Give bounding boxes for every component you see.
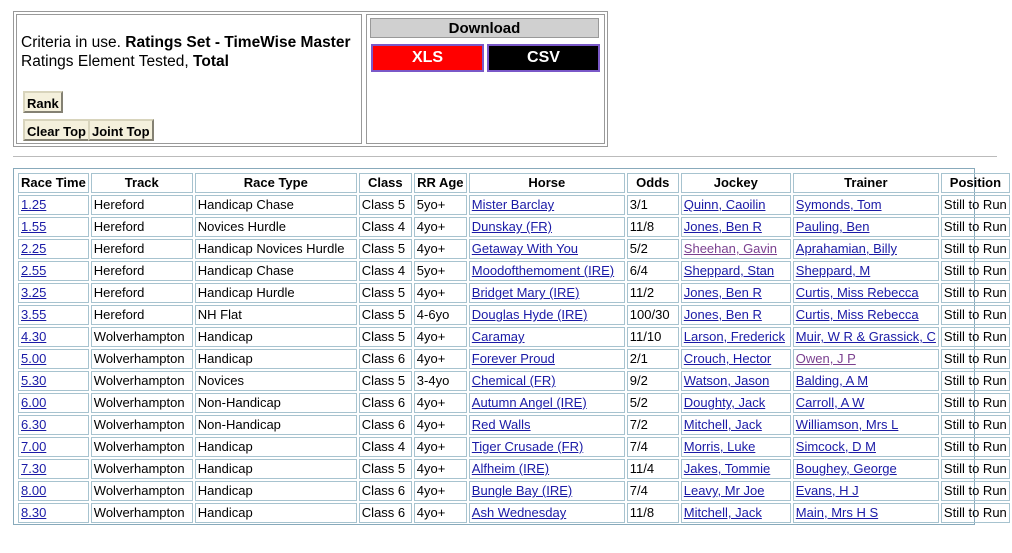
cell-position: Still to Run — [941, 371, 1010, 391]
cell-horse — [469, 371, 625, 391]
cell-jockey — [681, 371, 791, 391]
cell-race-type: Handicap Chase — [195, 195, 357, 215]
cell-odds: 7/4 — [627, 437, 679, 457]
element-prefix: Ratings Element Tested, — [21, 53, 189, 70]
cell-rr-age: 4yo+ — [414, 415, 467, 435]
cell-position: Still to Run — [941, 217, 1010, 237]
cell-trainer — [793, 349, 939, 369]
cell-race-time — [18, 437, 89, 457]
cell-position: Still to Run — [941, 261, 1010, 281]
cell-race-time — [18, 459, 89, 479]
cell-trainer — [793, 459, 939, 479]
jockey-link[interactable]: Mitchell, Jack — [683, 505, 762, 520]
cell-jockey — [681, 459, 791, 479]
horse-link[interactable]: Dunskay (FR) — [471, 219, 552, 234]
column-header-class: Class — [359, 173, 412, 193]
joint-top-button[interactable]: Joint Top — [88, 119, 154, 141]
table-row — [18, 327, 1010, 347]
cell-rr-age: 4yo+ — [414, 283, 467, 303]
cell-rr-age: 4yo+ — [414, 349, 467, 369]
cell-race-time — [18, 217, 89, 237]
cell-race-time — [18, 349, 89, 369]
cell-odds: 11/4 — [627, 459, 679, 479]
cell-odds: 3/1 — [627, 195, 679, 215]
rank-button[interactable]: Rank — [23, 91, 63, 113]
clear-top-button[interactable]: Clear Top — [23, 119, 90, 141]
ratings-set-label: Ratings Set - TimeWise Master — [125, 34, 351, 51]
cell-class: Class 6 — [359, 415, 412, 435]
cell-jockey — [681, 327, 791, 347]
trainer-link[interactable]: Curtis, Miss Rebecca — [795, 307, 919, 322]
race-time-link[interactable]: 8.00 — [21, 483, 47, 498]
cell-rr-age: 5yo+ — [414, 261, 467, 281]
trainer-link[interactable]: Boughey, George — [795, 461, 897, 476]
table-row — [18, 459, 1010, 479]
cell-track: Hereford — [91, 217, 193, 237]
cell-class: Class 6 — [359, 503, 412, 523]
cell-position: Still to Run — [941, 459, 1010, 479]
horse-link[interactable]: Forever Proud — [471, 351, 555, 366]
cell-race-time — [18, 371, 89, 391]
table-row — [18, 283, 1010, 303]
cell-race-time — [18, 415, 89, 435]
cell-race-time — [18, 305, 89, 325]
cell-position: Still to Run — [941, 415, 1010, 435]
cell-race-type: Handicap — [195, 503, 357, 523]
cell-horse — [469, 195, 625, 215]
cell-rr-age: 5yo+ — [414, 195, 467, 215]
trainer-link[interactable]: Main, Mrs H S — [795, 505, 879, 520]
trainer-link[interactable]: Owen, J P — [795, 351, 856, 366]
race-time-link[interactable]: 6.00 — [21, 395, 47, 410]
race-time-link[interactable]: 7.00 — [21, 439, 47, 454]
cell-trainer — [793, 415, 939, 435]
cell-track: Wolverhampton — [91, 371, 193, 391]
cell-odds: 9/2 — [627, 371, 679, 391]
cell-horse — [469, 481, 625, 501]
cell-horse — [469, 217, 625, 237]
table-row — [18, 239, 1010, 259]
cell-track: Wolverhampton — [91, 437, 193, 457]
cell-position: Still to Run — [941, 393, 1010, 413]
cell-track: Wolverhampton — [91, 393, 193, 413]
cell-race-type: Handicap Hurdle — [195, 283, 357, 303]
cell-trainer — [793, 481, 939, 501]
race-time-link[interactable]: 2.55 — [21, 263, 47, 278]
cell-horse — [469, 503, 625, 523]
cell-race-time — [18, 327, 89, 347]
cell-track: Wolverhampton — [91, 349, 193, 369]
cell-odds: 2/1 — [627, 349, 679, 369]
cell-track: Hereford — [91, 239, 193, 259]
cell-odds: 7/2 — [627, 415, 679, 435]
cell-horse — [469, 283, 625, 303]
horse-link[interactable]: Caramay — [471, 329, 525, 344]
table-row — [18, 349, 1010, 369]
cell-race-type: Handicap Novices Hurdle — [195, 239, 357, 259]
csv-download-button[interactable]: CSV — [487, 44, 600, 72]
column-header-odds: Odds — [627, 173, 679, 193]
race-time-link[interactable]: 1.25 — [21, 197, 47, 212]
jockey-link[interactable]: Sheehan, Gavin — [683, 241, 778, 256]
cell-race-time — [18, 195, 89, 215]
race-time-link[interactable]: 7.30 — [21, 461, 47, 476]
cell-odds: 100/30 — [627, 305, 679, 325]
cell-jockey — [681, 481, 791, 501]
column-header-track: Track — [91, 173, 193, 193]
cell-rr-age: 4yo+ — [414, 459, 467, 479]
criteria-prefix: Criteria in use. — [21, 34, 121, 51]
cell-position: Still to Run — [941, 239, 1010, 259]
column-header-race-type: Race Type — [195, 173, 357, 193]
table-row — [18, 437, 1010, 457]
download-panel — [366, 14, 605, 144]
trainer-link[interactable]: Balding, A M — [795, 373, 869, 388]
cell-class: Class 6 — [359, 349, 412, 369]
cell-trainer — [793, 371, 939, 391]
cell-trainer — [793, 217, 939, 237]
race-time-link[interactable]: 6.30 — [21, 417, 47, 432]
cell-rr-age: 4yo+ — [414, 217, 467, 237]
cell-track: Wolverhampton — [91, 481, 193, 501]
cell-rr-age: 4-6yo — [414, 305, 467, 325]
horse-link[interactable]: Chemical (FR) — [471, 373, 556, 388]
cell-class: Class 4 — [359, 261, 412, 281]
cell-horse — [469, 261, 625, 281]
cell-jockey — [681, 239, 791, 259]
cell-rr-age: 4yo+ — [414, 393, 467, 413]
cell-jockey — [681, 217, 791, 237]
cell-trainer — [793, 239, 939, 259]
cell-rr-age: 4yo+ — [414, 239, 467, 259]
jockey-link[interactable]: Watson, Jason — [683, 373, 770, 388]
cell-horse — [469, 305, 625, 325]
table-row — [18, 371, 1010, 391]
cell-position: Still to Run — [941, 349, 1010, 369]
cell-rr-age: 3-4yo — [414, 371, 467, 391]
trainer-link[interactable]: Aprahamian, Billy — [795, 241, 897, 256]
table-row — [18, 503, 1010, 523]
cell-race-time — [18, 261, 89, 281]
horse-link[interactable]: Douglas Hyde (IRE) — [471, 307, 588, 322]
cell-class: Class 5 — [359, 459, 412, 479]
table-row — [18, 261, 1010, 281]
cell-horse — [469, 437, 625, 457]
jockey-link[interactable]: Jones, Ben R — [683, 285, 762, 300]
column-header-trainer: Trainer — [793, 173, 939, 193]
race-time-link[interactable]: 2.25 — [21, 241, 47, 256]
column-header-position: Position — [941, 173, 1010, 193]
cell-jockey — [681, 261, 791, 281]
cell-odds: 11/8 — [627, 503, 679, 523]
cell-race-time — [18, 481, 89, 501]
horse-link[interactable]: Moodofthemoment (IRE) — [471, 263, 615, 278]
cell-jockey — [681, 349, 791, 369]
trainer-link[interactable]: Curtis, Miss Rebecca — [795, 285, 919, 300]
cell-rr-age: 4yo+ — [414, 503, 467, 523]
criteria-line-1 — [21, 34, 351, 52]
race-table — [16, 171, 1012, 525]
trainer-link[interactable]: Evans, H J — [795, 483, 859, 498]
jockey-link[interactable]: Doughty, Jack — [683, 395, 766, 410]
cell-jockey — [681, 283, 791, 303]
table-row — [18, 415, 1010, 435]
cell-odds: 5/2 — [627, 239, 679, 259]
cell-trainer — [793, 327, 939, 347]
cell-position: Still to Run — [941, 283, 1010, 303]
table-row — [18, 195, 1010, 215]
cell-race-time — [18, 503, 89, 523]
cell-track: Hereford — [91, 283, 193, 303]
jockey-link[interactable]: Quinn, Caoilin — [683, 197, 766, 212]
column-header-horse: Horse — [469, 173, 625, 193]
criteria-line-2 — [21, 53, 229, 71]
cell-jockey — [681, 503, 791, 523]
divider — [13, 156, 997, 157]
cell-track: Wolverhampton — [91, 327, 193, 347]
cell-trainer — [793, 305, 939, 325]
cell-class: Class 4 — [359, 437, 412, 457]
cell-position: Still to Run — [941, 503, 1010, 523]
cell-jockey — [681, 305, 791, 325]
race-time-link[interactable]: 5.30 — [21, 373, 47, 388]
cell-race-type: Non-Handicap — [195, 393, 357, 413]
cell-horse — [469, 327, 625, 347]
trainer-link[interactable]: Symonds, Tom — [795, 197, 882, 212]
cell-horse — [469, 393, 625, 413]
trainer-link[interactable]: Carroll, A W — [795, 395, 865, 410]
element-value: Total — [193, 53, 229, 70]
cell-position: Still to Run — [941, 305, 1010, 325]
cell-trainer — [793, 261, 939, 281]
cell-position: Still to Run — [941, 327, 1010, 347]
jockey-link[interactable]: Leavy, Mr Joe — [683, 483, 765, 498]
cell-rr-age: 4yo+ — [414, 481, 467, 501]
cell-class: Class 6 — [359, 481, 412, 501]
race-time-link[interactable]: 5.00 — [21, 351, 47, 366]
cell-track: Wolverhampton — [91, 503, 193, 523]
cell-jockey — [681, 415, 791, 435]
horse-link[interactable]: Mister Barclay — [471, 197, 555, 212]
criteria-info — [16, 14, 362, 144]
cell-race-time — [18, 239, 89, 259]
cell-track: Hereford — [91, 261, 193, 281]
jockey-link[interactable]: Jakes, Tommie — [683, 461, 771, 476]
cell-class: Class 5 — [359, 327, 412, 347]
cell-trainer — [793, 283, 939, 303]
jockey-link[interactable]: Sheppard, Stan — [683, 263, 775, 278]
cell-race-type: Handicap — [195, 327, 357, 347]
cell-horse — [469, 349, 625, 369]
horse-link[interactable]: Autumn Angel (IRE) — [471, 395, 587, 410]
table-row — [18, 393, 1010, 413]
cell-race-type: Non-Handicap — [195, 415, 357, 435]
race-time-link[interactable]: 8.30 — [21, 505, 47, 520]
cell-trainer — [793, 195, 939, 215]
cell-odds: 11/2 — [627, 283, 679, 303]
cell-track: Wolverhampton — [91, 459, 193, 479]
jockey-link[interactable]: Larson, Frederick — [683, 329, 785, 344]
cell-class: Class 5 — [359, 283, 412, 303]
table-row — [18, 217, 1010, 237]
trainer-link[interactable]: Sheppard, M — [795, 263, 871, 278]
horse-link[interactable]: Ash Wednesday — [471, 505, 567, 520]
cell-class: Class 5 — [359, 305, 412, 325]
cell-odds: 6/4 — [627, 261, 679, 281]
cell-class: Class 5 — [359, 371, 412, 391]
cell-race-type: Handicap Chase — [195, 261, 357, 281]
table-body — [18, 195, 1010, 523]
cell-race-time — [18, 283, 89, 303]
cell-race-time — [18, 393, 89, 413]
cell-trainer — [793, 437, 939, 457]
jockey-link[interactable]: Crouch, Hector — [683, 351, 772, 366]
cell-track: Hereford — [91, 195, 193, 215]
cell-race-type: Handicap — [195, 481, 357, 501]
cell-track: Hereford — [91, 305, 193, 325]
horse-link[interactable]: Bungle Bay (IRE) — [471, 483, 573, 498]
cell-class: Class 5 — [359, 195, 412, 215]
horse-link[interactable]: Alfheim (IRE) — [471, 461, 550, 476]
race-table-container — [13, 168, 1007, 525]
cell-jockey — [681, 393, 791, 413]
column-header-race-time: Race Time — [18, 173, 89, 193]
cell-race-type: Handicap — [195, 437, 357, 457]
trainer-link[interactable]: Pauling, Ben — [795, 219, 870, 234]
cell-race-type: Novices — [195, 371, 357, 391]
horse-link[interactable]: Tiger Crusade (FR) — [471, 439, 584, 454]
jockey-link[interactable]: Morris, Luke — [683, 439, 756, 454]
column-header-rr-age: RR Age — [414, 173, 467, 193]
cell-horse — [469, 459, 625, 479]
cell-odds: 5/2 — [627, 393, 679, 413]
cell-jockey — [681, 437, 791, 457]
horse-link[interactable]: Bridget Mary (IRE) — [471, 285, 580, 300]
cell-position: Still to Run — [941, 437, 1010, 457]
cell-horse — [469, 239, 625, 259]
cell-race-type: Handicap — [195, 349, 357, 369]
cell-race-type: Novices Hurdle — [195, 217, 357, 237]
cell-class: Class 6 — [359, 393, 412, 413]
criteria-panel — [13, 11, 608, 147]
cell-odds: 7/4 — [627, 481, 679, 501]
cell-position: Still to Run — [941, 481, 1010, 501]
cell-rr-age: 4yo+ — [414, 327, 467, 347]
cell-race-type: Handicap — [195, 459, 357, 479]
download-header: Download — [370, 18, 599, 38]
race-time-link[interactable]: 3.55 — [21, 307, 47, 322]
cell-race-type: NH Flat — [195, 305, 357, 325]
column-header-jockey: Jockey — [681, 173, 791, 193]
cell-track: Wolverhampton — [91, 415, 193, 435]
cell-class: Class 4 — [359, 217, 412, 237]
horse-link[interactable]: Getaway With You — [471, 241, 579, 256]
race-time-link[interactable]: 4.30 — [21, 329, 47, 344]
cell-trainer — [793, 393, 939, 413]
race-time-link[interactable]: 1.55 — [21, 219, 47, 234]
table-row — [18, 305, 1010, 325]
cell-horse — [469, 415, 625, 435]
cell-rr-age: 4yo+ — [414, 437, 467, 457]
jockey-link[interactable]: Jones, Ben R — [683, 219, 762, 234]
jockey-link[interactable]: Mitchell, Jack — [683, 417, 762, 432]
cell-trainer — [793, 503, 939, 523]
jockey-link[interactable]: Jones, Ben R — [683, 307, 762, 322]
table-header-row — [18, 173, 1010, 193]
trainer-link[interactable]: Williamson, Mrs L — [795, 417, 899, 432]
xls-download-button[interactable]: XLS — [371, 44, 484, 72]
cell-odds: 11/8 — [627, 217, 679, 237]
cell-class: Class 5 — [359, 239, 412, 259]
trainer-link[interactable]: Muir, W R & Grassick, C — [795, 329, 936, 344]
cell-position: Still to Run — [941, 195, 1010, 215]
trainer-link[interactable]: Simcock, D M — [795, 439, 876, 454]
cell-jockey — [681, 195, 791, 215]
cell-odds: 11/10 — [627, 327, 679, 347]
race-time-link[interactable]: 3.25 — [21, 285, 47, 300]
horse-link[interactable]: Red Walls — [471, 417, 531, 432]
table-row — [18, 481, 1010, 501]
